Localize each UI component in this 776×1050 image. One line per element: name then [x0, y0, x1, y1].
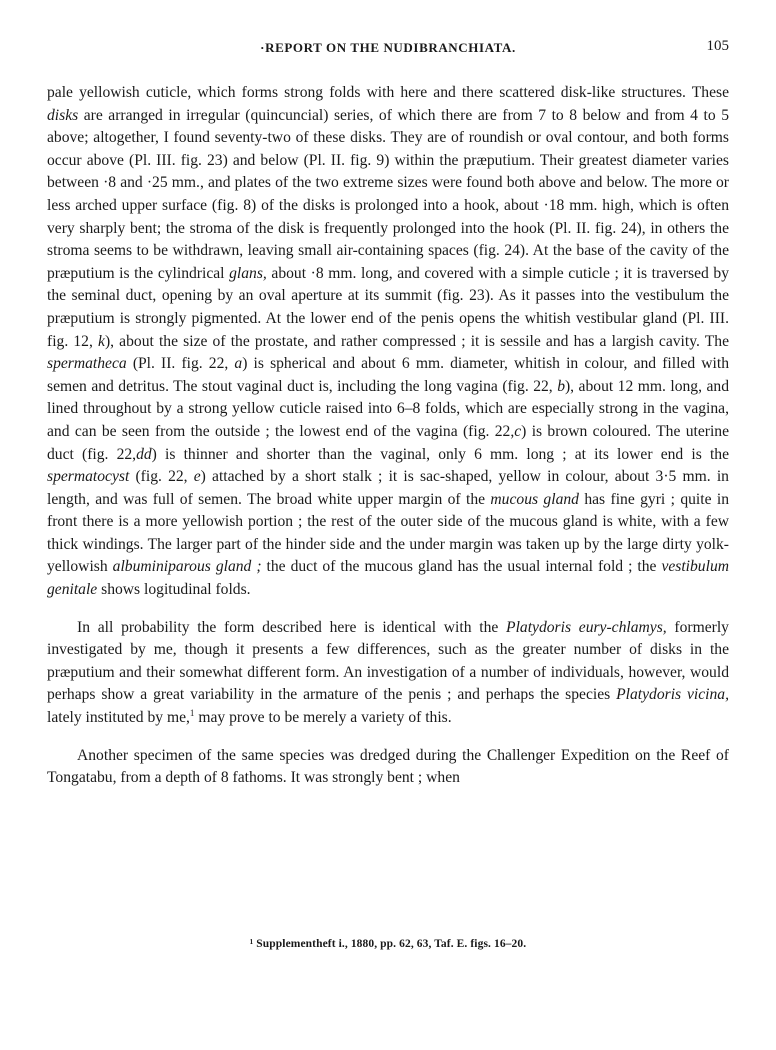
text-run: has fine gyri ; quite in front there is a more yellowish portion ; the rest of the outer side of the mucous gland is white, with a few thick windings. The larger part of the hinder side and the under margin was taken up by the large dirty yolk-yellowish	[47, 490, 730, 576]
text-run: In all probability the form described here is identical with the	[77, 618, 507, 636]
italic-term: Platydoris vicina,	[616, 686, 730, 704]
text-run: may prove to be merely a variety of this.	[194, 709, 452, 727]
paragraph-1	[47, 82, 729, 602]
italic-term: spermatocyst	[47, 468, 130, 486]
paragraph-3	[47, 745, 729, 790]
italic-term: glans,	[229, 264, 267, 282]
text-run: shows logitudinal folds.	[97, 581, 251, 599]
text-run: Another specimen of the same species was dredged during the Challenger Expedition on the Reef of Tongatabu, from a depth of 8 fathoms. It was strongly bent ; when	[47, 746, 729, 787]
italic-term: e	[193, 468, 201, 486]
text-run: the duct of the mucous gland has the usual internal fold ; the	[261, 558, 662, 576]
footnote-marker: 1	[189, 707, 195, 718]
page-number: 105	[706, 38, 729, 54]
text-run: ) is brown coloured. The uterine duct (fig. 22,	[47, 422, 730, 463]
italic-term: mucous gland	[490, 490, 579, 508]
italic-term: c	[514, 422, 522, 440]
italic-term: Platydoris eury-chlamys,	[506, 618, 667, 636]
text-run: formerly investigated by me, though it presents a few differences, such as the greater number of disks in the præputium and their somewhat different form. An investigation of a number of individuals, however, would perhaps show a great variability in the armature of the penis ; and perhaps the species	[47, 618, 729, 704]
italic-term: b	[557, 377, 565, 395]
text-run: ) is thinner and shorter than the vaginal, only 6 mm. long ; at its lower end is the	[151, 445, 729, 463]
italic-term: albuminiparous gland ;	[112, 558, 262, 576]
page	[47, 38, 729, 790]
italic-term: vestibulum genitale	[47, 558, 729, 599]
text-run: ), about 12 mm. long, and lined throughout by a strong yellow cuticle raised into 6–8 folds, which are especially strong in the vagina, and can be seen from the outside ; the lowest end of the vagina (fig. 22,	[47, 377, 729, 440]
paragraph-2	[47, 617, 729, 730]
italic-term: disks	[47, 106, 79, 124]
italic-term: dd	[136, 445, 152, 463]
text-run: about ·8 mm. long, and covered with a simple cuticle ; it is traversed by the seminal duct, opening by an oval aperture at its summit (fig. 23). As it passes into the vestibulum the præputium is strongly pigmented. At the lower end of the penis opens the whitish vestibular gland (Pl. III. fig. 12,	[47, 264, 729, 350]
italic-term: k	[98, 332, 105, 350]
text-run: pale yellowish cuticle, which forms strong folds with here and there scattered disk-like structures. These	[47, 84, 729, 101]
text-run: ) attached by a short stalk ; it is sac-shaped, yellow in colour, about 3·5 mm. in length, and was full of semen. The broad white upper margin of the	[47, 468, 729, 508]
text-run: are arranged in irregular (quincuncial) series, of which there are from 7 to 8 below and from 4 to 5 above; altogether, I found seventy-two of these disks. They are of roundish or oval contour, and both forms occur above (Pl. III. fig. 23) and below (Pl. II. fig. 9) within the præputium. Their greatest diameter varies between ·8 and ·25 mm., and plates of the two extreme sizes were found both above and below. The more or less arched upper surface (fig. 8) of the disks is prolonged into a hook, about ·18 mm. high, which is often very sharply bent; the stroma of the disk is frequently prolonged into the hook (Pl. II. fig. 24), in others the stroma seems to be withdrawn, leaving small air-containing spaces (fig. 24). At the base of the cavity of the præputium is the cylindrical	[47, 106, 729, 282]
running-title: ·REPORT ON THE NUDIBRANCHIATA.	[260, 40, 516, 55]
text-run: ) is spherical and about 6 mm. diameter, whitish in colour, and filled with semen and detritus. The stout vaginal duct is, including the long vagina (fig. 22,	[47, 355, 729, 395]
italic-term: spermatheca	[47, 355, 127, 373]
running-head	[47, 38, 729, 66]
footnote: ¹ Supplementheft i., 1880, pp. 62, 63, Taf. E. figs. 16–20.	[249, 938, 527, 950]
body-text	[47, 82, 729, 790]
italic-term: a	[234, 355, 243, 373]
text-run: lately instituted by me,	[47, 709, 190, 727]
text-run: (Pl. II. fig. 22,	[126, 355, 235, 373]
text-run: (fig. 22,	[129, 468, 194, 486]
text-run: ), about the size of the prostate, and rather compressed ; it is sessile and has a largish cavity. The	[104, 332, 729, 350]
